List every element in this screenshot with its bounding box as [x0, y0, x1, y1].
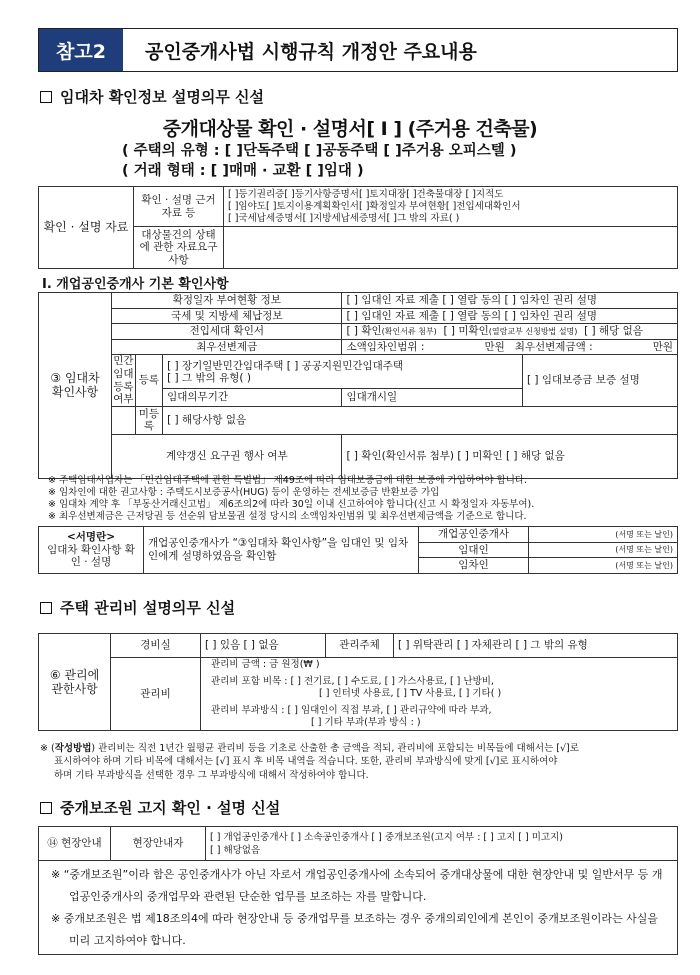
- header-title: 공인중개사법 시행규칙 개정안 주요내용: [145, 40, 477, 63]
- guide-table: [38, 826, 678, 861]
- fee-details: 관리비 금액 : 금 원정(₩ ) 관리비 포함 비목 : [ ] 전기료, [ ] 수도료, [ ] 가스사용료, [ ] 난방비, [ ] 인터넷 사용료, [ ] TV 사용료, [ ] 기타( ) 관리비 부과방식 : [ ] 임대인이 직접 부과, [ ] 관리규약에 따라 부과, [ ] 기타 부과(부과 방식 : ): [201, 658, 678, 731]
- fee-label: 관리비: [111, 658, 201, 731]
- jeonip-value: [ ] 확인(확인서류 첨부) [ ] 미확인(열람교부 신청방법 설명) [ ] 해당 없음: [342, 324, 678, 340]
- evidence-table: [38, 186, 678, 269]
- minkan-label: 민간 임대 등록 여부: [113, 355, 134, 406]
- guard-label: 경비실: [111, 634, 201, 658]
- tax-arrears-label: 국세 및 지방세 체납정보: [112, 308, 342, 324]
- guide-col2: 현장안내자: [111, 827, 206, 861]
- unregistered-value: [ ] 해당사항 없음: [163, 406, 678, 434]
- sign-lessor-label: 임대인: [419, 542, 529, 558]
- guide-value: [ ] 개업공인중개사 [ ] 소속공인중개사 [ ] 중개보조원(고지 여부 : [ ] 고지 [ ] 미고지) [ ] 해당없음: [206, 827, 678, 861]
- lease-notes: ※ 주택임대사업자는 「민간임대주택에 관한 특별법」 제49조에 따라 임대보증금에 대한 보증에 가입하여야 합니다. ※ 임차인에 대한 권고사항 : 주택도시보증공사(HUG) 등이 운영하는 전세보증금 반환보증 가입 ※ 임대차 계약 후 「부동산거래신고법」 제6조의2에 따라 30일 이내 신고하여야 합니다(신고 시 확정일자 자동부여). ※ 최우선변제금은 근저당권 등 선순위 담보물권 설정 당시의 소액임차인범위 및 최우선변제금액을 기준으로 합니다.: [48, 475, 535, 522]
- assistant-notice-box: [38, 860, 678, 955]
- management-table: [38, 633, 678, 731]
- deposit-guarantee: [ ] 임대보증금 보증 설명: [522, 355, 677, 406]
- renewal-label: 계약갱신 요구권 행사 여부: [112, 434, 342, 478]
- assistant-definition: ※ “중개보조원”이라 함은 공인중개사가 아닌 자로서 개업공인중개사에 소속되어 중개대상물에 대한 현장안내 및 일반서무 등 개업공인중개사의 중개업무와 관련된 단순한 업무를 보조하는 자를 말합니다.: [51, 868, 663, 903]
- sign-lessor-value: (서명 또는 날인): [529, 542, 678, 558]
- lease-period-label: 임대의무기간: [163, 388, 342, 406]
- signature-left: <서명란> 임대차 확인사항 확인 · 설명: [39, 527, 144, 574]
- jeonip-label: 전입세대 확인서: [112, 324, 342, 340]
- manager-label: 관리주체: [326, 634, 394, 658]
- checkbox-square-icon: [40, 802, 52, 814]
- sign-agent-label: 개업공인중개사: [419, 527, 529, 543]
- fixed-date-value: [ ] 임대인 자료 제출 [ ] 열람 동의 [ ] 임차인 권리 설명: [342, 293, 678, 309]
- evidence-state-value: [224, 227, 678, 269]
- deposit-value: 소액임차인범위 : 만원 최우선변제금액 : 만원: [342, 339, 678, 355]
- minkan-label-cont: [112, 406, 136, 434]
- sign-agent-value: (서명 또는 날인): [529, 527, 678, 543]
- management-left-label: ⑥ 관리에 관한사항: [39, 634, 111, 731]
- basic-check-heading: Ⅰ. 개업공인중개사 기본 확인사항: [42, 277, 229, 292]
- renewal-value: [ ] 확인(확인서류 첨부) [ ] 미확인 [ ] 해당 없음: [342, 434, 678, 478]
- deal-type-line: ( 거래 형태 : [ ]매매 · 교환 [ ]임대 ): [122, 163, 364, 179]
- checkbox-square-icon: [40, 91, 52, 103]
- tax-arrears-value: [ ] 임대인 자료 제출 [ ] 열람 동의 [ ] 임차인 권리 설명: [342, 308, 678, 324]
- section1-heading: 임대차 확인정보 설명의무 신설: [40, 86, 264, 107]
- fixed-date-label: 확정일자 부여현황 정보: [112, 293, 342, 309]
- signature-table: [38, 526, 678, 574]
- page-header: [38, 28, 678, 72]
- section2-heading: 주택 관리비 설명의무 신설: [40, 597, 235, 618]
- header-tag: 참고2: [39, 29, 123, 71]
- doc-title: 중개대상물 확인 · 설명서[ Ⅰ ] (주거용 건축물): [162, 118, 538, 140]
- unregistered-label: 미등록: [135, 406, 162, 434]
- assistant-obligation: ※ 중개보조원은 법 제18조의4에 따라 현장안내 등 중개업무를 보조하는 경우 중개의뢰인에게 본인이 중개보조원이라는 사실을 미리 고지하여야 합니다.: [51, 912, 658, 947]
- guide-col1: ⑭ 현장안내: [39, 827, 111, 861]
- deposit-label: 최우선변제금: [112, 339, 342, 355]
- lease-check-table: [38, 292, 678, 479]
- house-type-line: ( 주택의 유형 : [ ]단독주택 [ ]공동주택 [ ]주거용 오피스텔 ): [122, 143, 517, 159]
- signature-statement: 개업공인중개사가 “③임대차 확인사항”을 임대인 및 임차인에게 설명하였음을 확인함: [144, 527, 419, 574]
- checkbox-square-icon: [40, 602, 52, 614]
- evidence-basis-items: [ ]등기권리증[ ]등기사항증명서[ ]토지대장[ ]건축물대장 [ ]지적도 [ ]임야도[ ]토지이용계획확인서[ ]확정일자 부여현황[ ]전입세대확인서 [ ]국세납세증명서[ ]지방세납세증명서[ ]그 밖의 자료( ): [224, 187, 678, 227]
- sign-lessee-value: (서명 또는 날인): [529, 558, 678, 574]
- evidence-left-label: 확인 · 설명 자료: [39, 187, 134, 269]
- guard-value: [ ] 있음 [ ] 없음: [201, 634, 326, 658]
- evidence-basis-label: 확인 · 설명 근거자료 등: [134, 187, 224, 227]
- evidence-state-label: 대상물건의 상태에 관한 자료요구 사항: [134, 227, 224, 269]
- sign-lessee-label: 임차인: [419, 558, 529, 574]
- management-note: ※ (작성방법) 관리비는 직전 1년간 월평균 관리비 등을 기초로 산출한 총 금액을 적되, 관리비에 포함되는 비목들에 대해서는 [√]로 표시하여야 하며 기타 비목에 대해서는 [√] 표시 후 비목 내역을 적습니다. 또한, 관리비 부과방식에 맞게 [√]로 표시하여야 하며 기타 부과방식을 선택한 경우 그 부과방식에 대해서 작성하여야 합니다.: [40, 743, 579, 781]
- manager-value: [ ] 위탁관리 [ ] 자체관리 [ ] 그 밖의 유형: [394, 634, 678, 658]
- lease-start-label: 임대개시일: [342, 388, 523, 406]
- register-types: [ ] 장기일반민간임대주택 [ ] 공공지원민간임대주택 [ ] 그 밖의 유형( ): [163, 355, 523, 389]
- register-label: 등록: [135, 355, 162, 406]
- section3-heading: 중개보조원 고지 확인 · 설명 신설: [40, 797, 280, 818]
- lease-check-left-label: ③ 임대차 확인사항: [39, 293, 112, 479]
